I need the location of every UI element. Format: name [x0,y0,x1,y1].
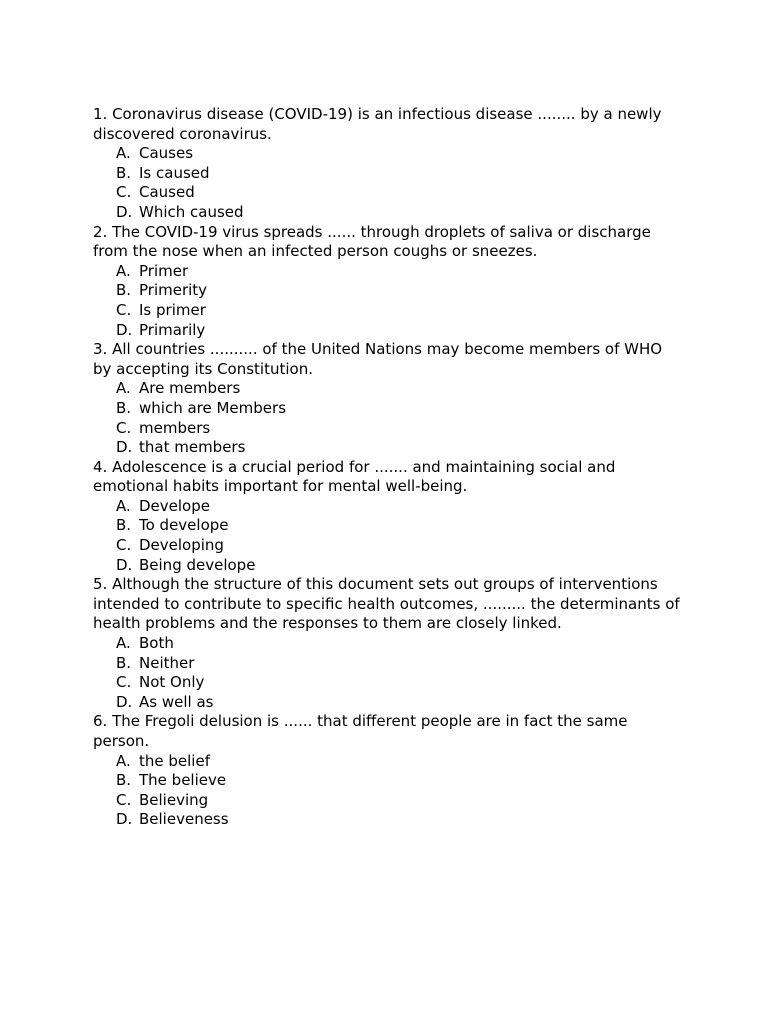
option-text: Primer [139,261,189,280]
question-3 [93,340,683,458]
option-text: Believeness [139,810,229,829]
question-stem: 1. Coronavirus disease (COVID-19) is an infectious disease ........ by a newly discovered coronavirus. [93,105,662,143]
option-text: To develope [139,516,229,535]
option-item [93,438,683,458]
option-item [93,673,683,693]
option-letter: C. [116,300,132,319]
option-list [93,634,683,712]
option-item [93,203,683,223]
option-text: Both [139,634,174,653]
option-text: Causes [139,144,194,163]
option-text: The believe [139,771,227,790]
option-item [93,791,683,811]
document-page [93,105,683,830]
option-item [93,752,683,772]
option-letter: B. [116,281,132,300]
option-text: Developing [139,536,224,555]
option-letter: A. [116,496,131,515]
option-list [93,262,683,340]
question-stem: 5. Although the structure of this document sets out groups of interventions intended to contribute to specific health outcomes, ......... the determinants of health problems and the responses to them are closely linked. [93,575,680,633]
option-letter: C. [116,790,132,809]
option-list [93,497,683,575]
question-stem: 4. Adolescence is a crucial period for ....... and maintaining social and emotional habits important for mental well-being. [93,457,616,496]
option-item [93,321,683,341]
option-text: Primarily [139,320,206,339]
option-item [93,301,683,321]
option-letter: B. [116,771,132,790]
option-item [93,419,683,439]
question-2 [93,223,683,341]
option-item [93,556,683,576]
option-text: Is primer [139,300,206,319]
option-item [93,654,683,674]
option-text: As well as [139,692,214,711]
option-text: Not Only [139,673,205,692]
option-text: Develope [139,496,210,515]
option-text: which are Members [139,398,287,417]
option-item [93,771,683,791]
option-letter: B. [116,516,132,535]
option-item [93,164,683,184]
option-letter: A. [116,144,131,163]
option-letter: A. [116,379,131,398]
option-text: Are members [139,379,241,398]
option-letter: D. [116,555,133,574]
option-letter: D. [116,810,133,829]
option-letter: D. [116,692,133,711]
option-list [93,752,683,830]
option-text: Which caused [139,202,244,221]
option-letter: C. [116,418,132,437]
option-letter: D. [116,202,133,221]
option-letter: A. [116,634,131,653]
option-letter: C. [116,183,132,202]
option-letter: D. [116,438,133,457]
option-item [93,144,683,164]
option-list [93,144,683,222]
option-item [93,634,683,654]
question-stem: 6. The Fregoli delusion is ...... that different people are in fact the same person. [93,712,628,750]
option-text: that members [139,438,246,457]
option-letter: C. [116,536,132,555]
option-text: the belief [139,751,210,770]
option-text: Neither [139,653,195,672]
option-text: Caused [139,183,195,202]
option-text: members [139,418,211,437]
option-item [93,262,683,282]
option-letter: B. [116,398,132,417]
option-item [93,536,683,556]
option-item [93,516,683,536]
question-6 [93,712,683,830]
option-letter: B. [116,163,132,182]
option-item [93,183,683,203]
option-text: Primerity [139,281,208,300]
option-letter: A. [116,751,131,770]
option-item [93,693,683,713]
option-item [93,399,683,419]
option-text: Being develope [139,555,256,574]
option-item [93,379,683,399]
question-1 [93,105,683,223]
question-stem: 2. The COVID-19 virus spreads ...... through droplets of saliva or discharge from the nose when an infected person coughs or sneezes. [93,222,651,261]
option-text: Believing [139,790,209,809]
question-stem: 3. All countries .......... of the United Nations may become members of WHO by accepting its Constitution. [93,340,663,378]
option-item [93,281,683,301]
option-letter: C. [116,673,132,692]
question-5 [93,575,683,712]
question-4 [93,458,683,576]
option-text: Is caused [139,163,210,182]
option-letter: D. [116,320,133,339]
option-letter: A. [116,261,131,280]
option-letter: B. [116,653,132,672]
option-item [93,810,683,830]
option-item [93,497,683,517]
option-list [93,379,683,457]
